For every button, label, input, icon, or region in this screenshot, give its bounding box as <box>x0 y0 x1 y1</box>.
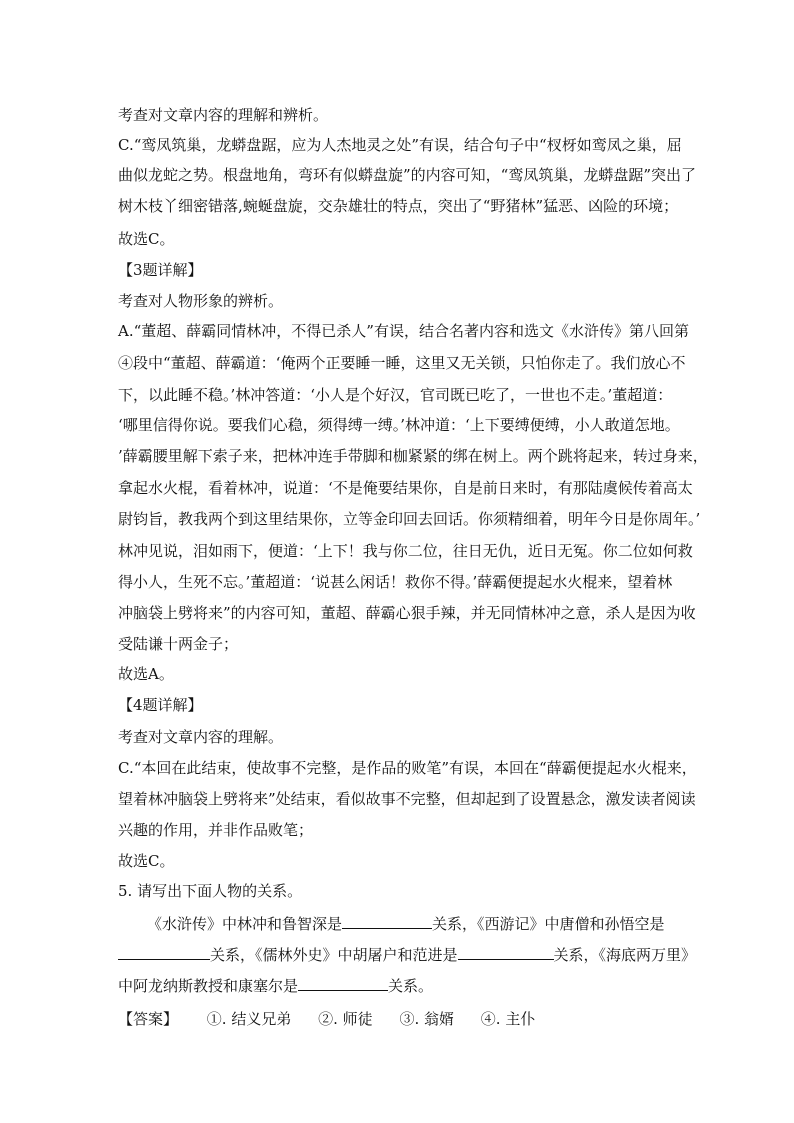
answer-blank[interactable] <box>118 945 210 960</box>
fill-text: 关系。 <box>388 977 434 995</box>
fill-text: 《水浒传》中林冲和鲁智深是 <box>147 915 343 933</box>
text-line: ‘哪里信得你说。要我们心稳，须得缚一缚。’林冲道：‘上下要缚便缚，小人敢道怎地。 <box>118 416 680 434</box>
text-line: 拿起水火棍，看着林冲，说道：‘不是俺要结果你，自是前日来时，有那陆虞候传着高太 <box>118 479 693 497</box>
text-line: 故选C。 <box>118 852 175 870</box>
text-line: ④段中“董超、薛霸道：‘俺两个正要睡一睡，这里又无关锁，只怕你走了。我们放心不 <box>118 354 686 372</box>
fill-text: 关系，《海底两万里》 <box>553 946 697 964</box>
text-line: C.“本回在此结束，使故事不完整，是作品的败笔”有误，本回在“薛霸便提起水火棍来， <box>118 759 697 777</box>
text-line: C.“鸾凤筑巢，龙蟒盘踞，应为人杰地灵之处”有误，结合句子中“杈枒如鸾凤之巢，屈 <box>118 136 682 154</box>
fill-in-line-3 <box>118 975 433 996</box>
fill-in-line-2 <box>118 944 696 965</box>
section-heading: 【3题详解】 <box>118 261 203 279</box>
answer-item: ②. 师徒 <box>318 1010 373 1028</box>
text-line: 兴趣的作用，并非作品败笔； <box>118 821 314 839</box>
text-line: A.“董超、薛霸同情林冲，不得已杀人”有误，结合名著内容和选文《水浒传》第八回第 <box>118 322 689 340</box>
text-line: 考查对人物形象的辨析。 <box>118 292 284 310</box>
question-title: 5. 请写出下面人物的关系。 <box>118 882 303 900</box>
text-line: 故选A。 <box>118 665 174 683</box>
text-line: 曲似龙蛇之势。根盘地角，弯环有似蟒盘旋”的内容可知，“鸾凤筑巢，龙蟒盘踞”突出了 <box>118 166 697 184</box>
fill-text: 中阿龙纳斯教授和康塞尔是 <box>118 977 299 995</box>
fill-in-line-1 <box>147 913 665 934</box>
answer-line <box>118 1008 535 1029</box>
text-line: 望着林冲脑袋上劈将来”处结束，看似故事不完整，但却起到了设置悬念，激发读者阅读 <box>118 790 696 808</box>
answer-blank[interactable] <box>298 976 388 991</box>
text-line: 考查对文章内容的理解。 <box>118 728 284 746</box>
text-line: 林冲见说，泪如雨下，便道：‘上下！我与你二位，往日无仇，近日无冤。你二位如何救 <box>118 542 693 560</box>
answer-label: 【答案】 <box>118 1010 179 1028</box>
text-line: 尉钧旨，教我两个到这里结果你，立等金印回去回话。你须精细着，明年今日是你周年。’ <box>118 510 701 528</box>
text-line: 故选C。 <box>118 230 175 248</box>
text-line: 考查对文章内容的理解和辨析。 <box>118 106 329 124</box>
text-line: ’薛霸腰里解下索子来，把林冲连手带脚和枷紧紧的绑在树上。两个跳将起来，转过身来， <box>118 447 708 465</box>
answer-item: ④. 主仆 <box>480 1010 536 1028</box>
text-line: 树木枝丫细密错落,蜿蜒盘旋，交杂雄壮的特点，突出了“野猪林”猛恶、凶险的环境； <box>118 197 679 215</box>
answer-item: ③. 翁婿 <box>399 1010 454 1028</box>
fill-text: 关系，《儒林外史》中胡屠户和范进是 <box>210 946 458 964</box>
text-line: 冲脑袋上劈将来”的内容可知，董超、薛霸心狠手辣，并无同情林冲之意，杀人是因为收 <box>118 604 696 622</box>
fill-text: 关系，《西游记》中唐僧和孙悟空是 <box>432 915 665 933</box>
text-line: 得小人，生死不忘。’董超道：‘说甚么闲话！救你不得。’薛霸便提起水火棍来，望着林 <box>118 573 673 591</box>
answer-item: ①. 结义兄弟 <box>206 1010 292 1028</box>
section-heading: 【4题详解】 <box>118 696 203 714</box>
text-line: 下，以此睡不稳。’林冲答道：‘小人是个好汉，官司既已吃了，一世也不走。’董超道： <box>118 386 673 404</box>
answer-blank[interactable] <box>342 914 432 929</box>
text-line: 受陆谦十两金子； <box>118 635 239 653</box>
answer-blank[interactable] <box>458 945 554 960</box>
